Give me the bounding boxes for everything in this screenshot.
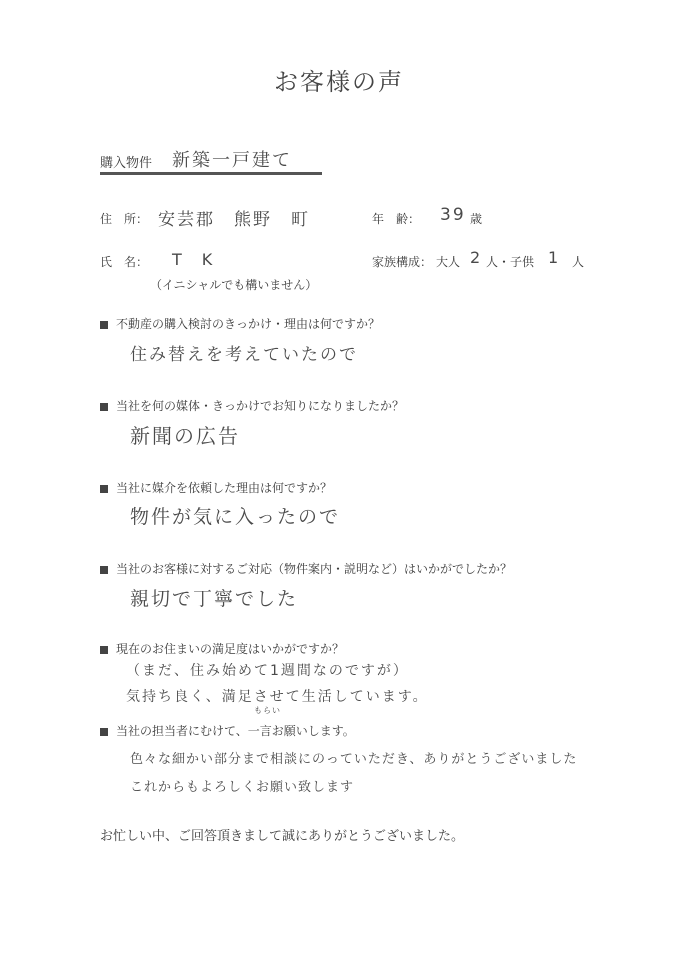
address-label: 住 所： bbox=[100, 212, 149, 226]
age-unit: 歳 bbox=[470, 212, 483, 226]
family-children-value: 1 bbox=[548, 248, 561, 267]
answer-5-line-1: （まだ、住み始めて1週間なのですが） bbox=[126, 663, 409, 679]
property-underline bbox=[100, 172, 322, 175]
family-children-label: 人・子供 bbox=[486, 255, 535, 269]
bullet-square-icon bbox=[100, 403, 108, 411]
bullet-square-icon bbox=[100, 485, 108, 493]
bullet-square-icon bbox=[100, 321, 108, 329]
age-value: 39 bbox=[440, 205, 466, 225]
answer-3: 物件が気に入ったので bbox=[130, 506, 341, 528]
page-title: お客様の声 bbox=[274, 68, 404, 96]
answer-1: 住み替えを考えていたので bbox=[130, 345, 358, 365]
question-3: 当社に媒介を依頼した理由は何ですか？ bbox=[100, 479, 332, 496]
age-label: 年 齢： bbox=[372, 212, 421, 226]
name-value: T K bbox=[172, 250, 215, 269]
question-5: 現在のお住まいの満足度はいかがですか？ bbox=[100, 640, 344, 657]
name-label: 氏 名： bbox=[100, 255, 149, 269]
family-unit: 人 bbox=[572, 255, 585, 269]
address-value: 安芸郡 熊野 町 bbox=[158, 210, 310, 230]
family-adults-value: 2 bbox=[470, 248, 483, 267]
answer-4: 親切で丁寧でした bbox=[130, 588, 299, 610]
answer-5-line-2: 気持ち良く、満足させて生活しています。 bbox=[126, 689, 429, 705]
bullet-square-icon bbox=[100, 566, 108, 574]
bullet-square-icon bbox=[100, 728, 108, 736]
answer-6-line-1: 色々な細かい部分まで相談にのっていただき、ありがとうございました bbox=[130, 752, 578, 767]
bullet-square-icon bbox=[100, 646, 108, 654]
property-value: 新築一戸建て bbox=[172, 150, 292, 171]
answer-5-annotation: もらい bbox=[254, 706, 281, 715]
answer-6-line-2: これからもよろしくお願い致します bbox=[130, 780, 355, 795]
property-label: 購入物件 bbox=[100, 156, 153, 171]
family-label: 家族構成： bbox=[372, 255, 433, 269]
question-4: 当社のお客様に対するご対応（物件案内・説明など）はいかがでしたか？ bbox=[100, 560, 512, 577]
family-adults-label: 大人 bbox=[436, 255, 461, 269]
question-1: 不動産の購入検討のきっかけ・理由は何ですか？ bbox=[100, 315, 380, 332]
name-note: （イニシャルでも構いません） bbox=[150, 278, 318, 292]
question-2: 当社を何の媒体・きっかけでお知りになりましたか？ bbox=[100, 397, 404, 414]
closing-message: お忙しい中、ご回答頂きまして誠にありがとうございました。 bbox=[100, 829, 465, 844]
answer-2: 新聞の広告 bbox=[130, 424, 240, 448]
question-6: 当社の担当者にむけて、一言お願いします。 bbox=[100, 722, 355, 739]
